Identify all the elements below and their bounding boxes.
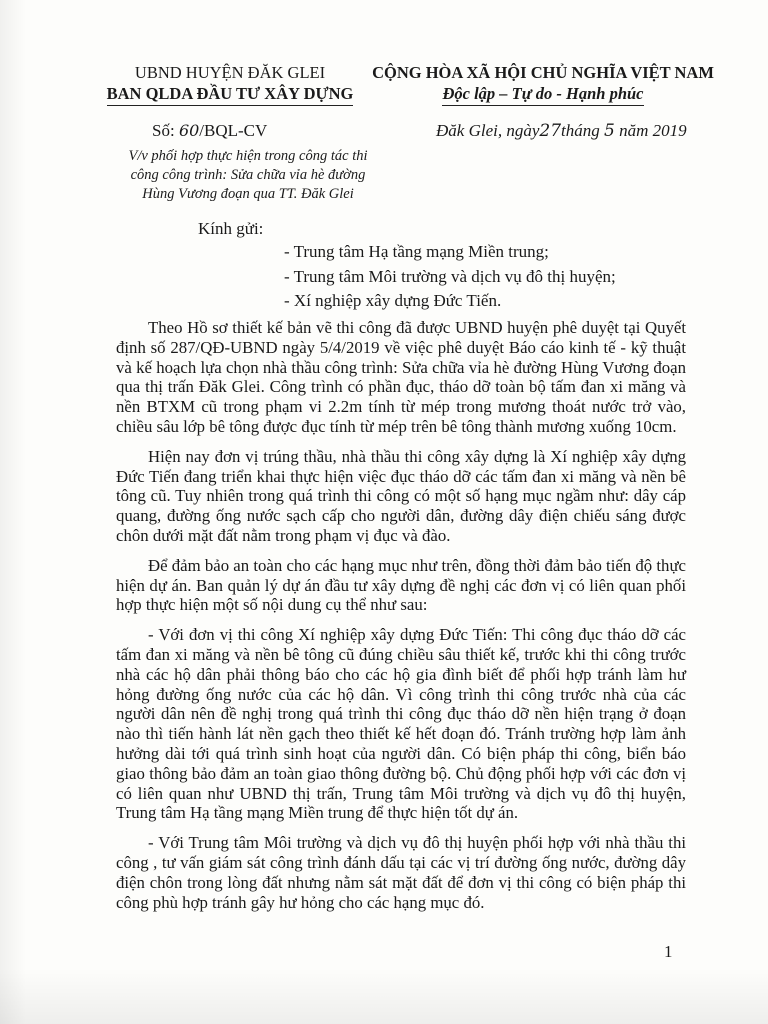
body-paragraph: Theo Hồ sơ thiết kế bản vẽ thi công đã được UBND huyện phê duyệt tại Quyết định số 287/QĐ-UBND ngày 5/4/2019 về việc phê duyệt Báo cáo kinh tế - kỹ thuật và kế hoạch lựa chọn nhà thầu công trình: Sửa chữa vỉa hè đường Hùng Vương đoạn qua thị trấn Đăk Glei. Công trình có phần đục, tháo dỡ toàn bộ tấm đan xi măng và nền BTXM cũ trong phạm vi 2.2m tính từ mép trong mương thoát nước trở vào, chiều sâu lớp bê tông được đục tính từ mép trên bê tông thành mương xuống 10cm. bbox=[116, 318, 686, 436]
document-date: Đăk Glei, ngày27tháng 5 năm 2019 bbox=[436, 121, 687, 141]
recipients-greeting: Kính gửi: bbox=[198, 219, 264, 238]
body-paragraph: Hiện nay đơn vị trúng thầu, nhà thầu thi công xây dựng là Xí nghiệp xây dựng Đức Tiến đang triển khai thực hiện việc đục tháo dỡ các tấm đan xi măng và nền bê tông cũ. Tuy nhiên trong quá trình thi công có một số hạng mục ngầm như: dây cáp quang, đường ống nước sạch cấp cho người dân, đường dây điện chiếu sáng được chôn dưới mặt đất nằm trong phạm vị đục và đào. bbox=[116, 446, 686, 545]
scan-bottom-smudge bbox=[0, 968, 768, 1024]
handwritten-month: 5 bbox=[604, 121, 615, 141]
body-paragraph: - Với Trung tâm Môi trường và dịch vụ đô thị huyện phối hợp với nhà thầu thi công , tư vấn giám sát công trình đánh dấu tại các vị trí đường ống nước, đường dây điện chôn trong lòng đất nhưng nằm sát mặt đất để đơn vị thi công có biện pháp thi công phù hợp tránh gây hư hỏng cho các hạng mục đó. bbox=[116, 833, 686, 912]
handwritten-day: 27 bbox=[539, 121, 562, 141]
recipient-item: - Trung tâm Môi trường và dịch vụ đô thị huyện; bbox=[284, 266, 616, 286]
agency-parent: UBND HUYỆN ĐĂK GLEI bbox=[134, 63, 326, 82]
page-number: 1 bbox=[664, 942, 673, 961]
document-number: Số: 60/BQL-CV bbox=[152, 121, 268, 140]
recipient-item: - Trung tâm Hạ tầng mạng Miền trung; bbox=[284, 242, 549, 261]
national-header bbox=[358, 62, 728, 106]
body-paragraph: - Với đơn vị thi công Xí nghiệp xây dựng Đức Tiến: Thi công đục tháo dỡ các tấm đan xi măng và nền bê tông cũ đúng chiều sâu thiết kế, trước khi thi công trước nhà các hộ dân phải thông báo cho các hộ gia đình biết để phối hợp tránh làm hư hỏng đường ống nước của các hộ dân. Vì công trình thi công trước nhà của các người dân nên đề nghị trong quá trình thi công đục tháo dỡ nền hiện trạng ở đoạn nào thì tiến hành lát nền gạch theo thiết kế hết đoạn đó. Tránh trường hợp làm ảnh hưởng dài tới quá trình sinh hoạt của người dân. Có biện pháp thi công, biển báo giao thông bảo đảm an toàn giao thông đường bộ. Chủ động phối hợp với các đơn vị có liên quan như UBND thị trấn, Trung tâm Môi trường và dịch vụ đô thị huyện, Trung tâm Hạ tầng mạng Miền trung để thực hiện tốt dự án. bbox=[116, 625, 686, 823]
document-subject: V/v phối hợp thực hiện trong công tác thi công công trình: Sửa chữa vỉa hè đường Hùng Vương đoạn qua TT. Đăk Glei bbox=[128, 148, 368, 202]
agency-name: BAN QLDA ĐẦU TƯ XÂY DỰNG bbox=[107, 83, 354, 106]
agency-header bbox=[100, 62, 360, 106]
scan-edge-shadow bbox=[0, 0, 26, 1024]
recipients-list bbox=[284, 240, 616, 314]
recipient-item: - Xí nghiệp xây dựng Đức Tiến. bbox=[284, 291, 502, 310]
country-name: CỘNG HÒA XÃ HỘI CHỦ NGHĨA VIỆT NAM bbox=[372, 63, 714, 82]
document-body bbox=[116, 318, 686, 922]
handwritten-number: 60 bbox=[178, 121, 200, 140]
national-motto: Độc lập – Tự do - Hạnh phúc bbox=[442, 83, 643, 106]
body-paragraph: Để đảm bảo an toàn cho các hạng mục như trên, đồng thời đảm bảo tiến độ thực hiện dự án. Ban quản lý dự án đầu tư xây dựng đề nghị các đơn vị có liên quan phối hợp thực hiện một số nội dung cụ thể như sau: bbox=[116, 555, 686, 615]
